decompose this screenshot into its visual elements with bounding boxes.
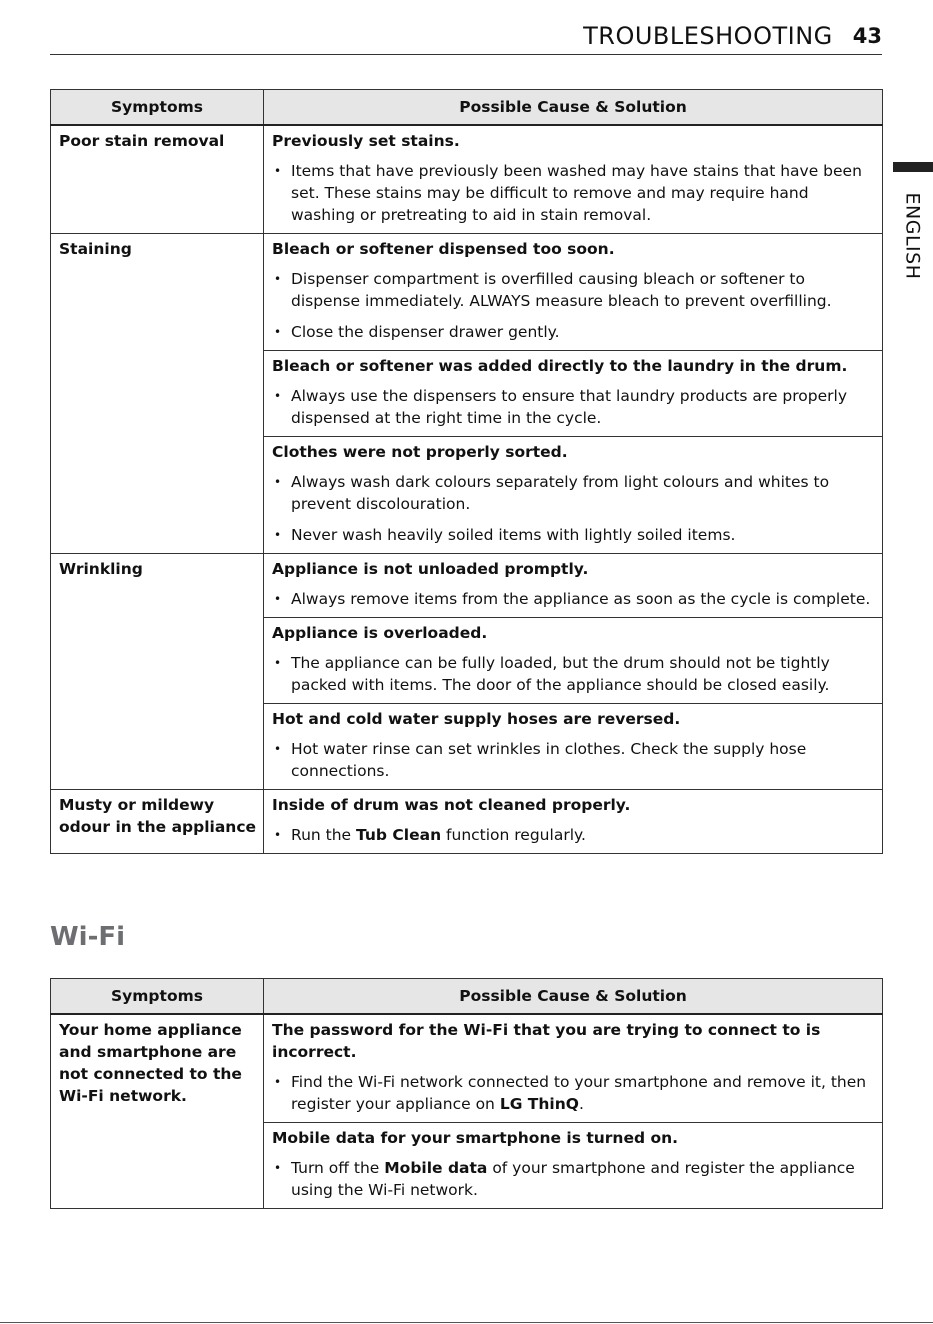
solution-list (272, 1071, 876, 1115)
solution-text: Find the Wi-Fi network connected to your smartphone and remove it, then register your appliance on (291, 1073, 867, 1113)
wifi-troubleshooting-table (50, 978, 883, 1209)
cause-solution-cell (264, 234, 883, 351)
table-header-row (51, 979, 883, 1015)
solution-list (272, 652, 876, 696)
symptom-cell: Your home appliance and smartphone are not connected to the Wi-Fi network. (51, 1014, 264, 1209)
solution-text: Turn off the (291, 1159, 385, 1177)
table-row (51, 125, 883, 234)
section-header-title: TROUBLESHOOTING (583, 22, 833, 50)
solution-item: • Always use the dispensers to ensure that laundry products are properly dispensed at the right time in the cycle. (272, 385, 876, 429)
solution-text: Run the (291, 826, 357, 844)
solution-item: • The appliance can be fully loaded, but the drum should not be tightly packed with items. The door of the appliance should be closed easily. (272, 652, 876, 696)
solution-item: • Always remove items from the appliance as soon as the cycle is complete. (272, 588, 876, 610)
solution-item: • Always wash dark colours separately from light colours and whites to prevent discolouration. (272, 471, 876, 515)
cause-solution-cell (264, 125, 883, 234)
solution-list (272, 160, 876, 226)
symptoms-header: Symptoms (51, 979, 264, 1015)
wifi-section-title: Wi-Fi (50, 922, 126, 952)
table-header-row (51, 90, 883, 126)
cause-title: Hot and cold water supply hoses are reversed. (272, 710, 681, 728)
solution-list (272, 268, 876, 343)
cause-solution-cell (264, 790, 883, 854)
solution-text: function regularly. (441, 826, 586, 844)
cause-title: Bleach or softener dispensed too soon. (272, 240, 615, 258)
solution-item: • Close the dispenser drawer gently. (272, 321, 876, 343)
solution-list (272, 738, 876, 782)
cause-title: The password for the Wi-Fi that you are trying to connect to is incorrect. (272, 1021, 821, 1061)
solution-list (272, 824, 876, 846)
solution-keyword: Mobile data (384, 1159, 488, 1177)
cause-solution-cell (264, 1014, 883, 1123)
language-tab-label: ENGLISH (901, 192, 924, 280)
solution-item: • Hot water rinse can set wrinkles in clothes. Check the supply hose connections. (272, 738, 876, 782)
solution-list (272, 471, 876, 546)
solution-keyword: Tub Clean (356, 826, 442, 844)
symptom-cell: Poor stain removal (51, 125, 264, 234)
cause-title: Bleach or softener was added directly to the laundry in the drum. (272, 357, 848, 375)
symptoms-header: Symptoms (51, 90, 264, 126)
cause-solution-cell (264, 618, 883, 704)
troubleshooting-table (50, 89, 883, 854)
cause-solution-cell (264, 351, 883, 437)
symptom-cell: Musty or mildewy odour in the appliance (51, 790, 264, 854)
solution-list (272, 1157, 876, 1201)
symptom-cell: Wrinkling (51, 554, 264, 790)
page-header (50, 18, 882, 55)
solution-keyword: LG ThinQ (499, 1095, 579, 1113)
solution-list (272, 385, 876, 429)
table-row (51, 1014, 883, 1123)
solution-item: • Dispenser compartment is overfilled causing bleach or softener to dispense immediately. ALWAYS measure bleach to prevent overfilling. (272, 268, 876, 312)
solution-header: Possible Cause & Solution (264, 979, 883, 1015)
cause-title: Mobile data for your smartphone is turned on. (272, 1129, 679, 1147)
cause-title: Inside of drum was not cleaned properly. (272, 796, 631, 814)
cause-title: Appliance is overloaded. (272, 624, 488, 642)
page-bottom-rule (0, 1322, 933, 1323)
cause-title: Clothes were not properly sorted. (272, 443, 568, 461)
cause-solution-cell (264, 1123, 883, 1209)
cause-title: Appliance is not unloaded promptly. (272, 560, 589, 578)
table-row (51, 234, 883, 351)
solution-text: . (578, 1095, 584, 1113)
solution-item (272, 1157, 876, 1201)
language-tab-marker (893, 162, 933, 172)
solution-list (272, 588, 876, 610)
solution-item: • Never wash heavily soiled items with lightly soiled items. (272, 524, 876, 546)
solution-text: of your smartphone and register the appliance using the Wi-Fi network. (291, 1159, 855, 1199)
cause-solution-cell (264, 437, 883, 554)
cause-title: Previously set stains. (272, 132, 460, 150)
solution-item (272, 1071, 876, 1115)
table-row (51, 790, 883, 854)
solution-item: • Items that have previously been washed may have stains that have been set. These stains may be difficult to remove and may require hand washing or pretreating to aid in stain removal. (272, 160, 876, 226)
language-tab (896, 186, 928, 286)
cause-solution-cell (264, 554, 883, 618)
solution-header: Possible Cause & Solution (264, 90, 883, 126)
page-number: 43 (852, 24, 882, 48)
symptom-cell: Staining (51, 234, 264, 554)
solution-item (272, 824, 876, 846)
cause-solution-cell (264, 704, 883, 790)
table-row (51, 554, 883, 618)
